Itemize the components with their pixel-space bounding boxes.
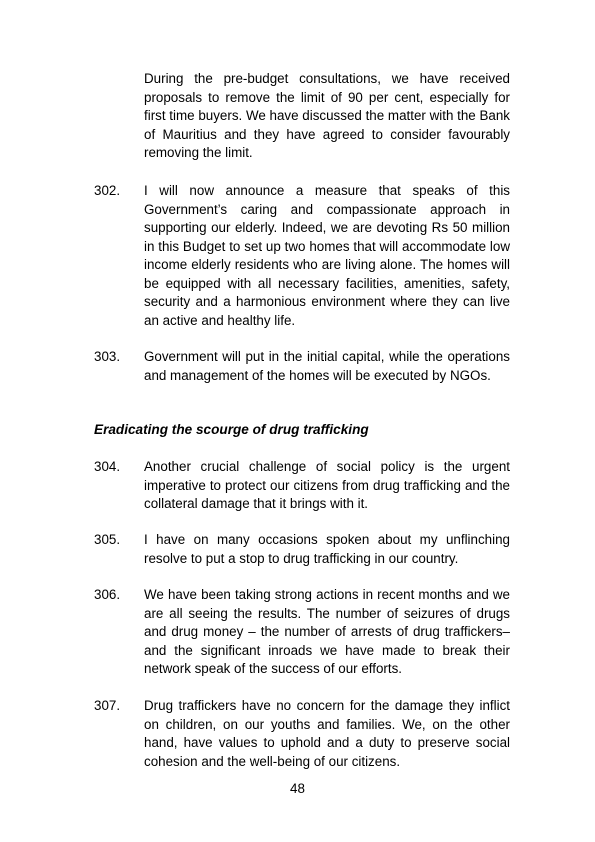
- paragraph-number: 302.: [94, 183, 121, 198]
- paragraph-text: Drug traffickers have no concern for the damage they inflict on children, on our youths and families. We, on the other hand, have values to uphold and a duty to preserve social cohesion and the well-being of our citizens.: [144, 698, 510, 769]
- paragraph-text: Government will put in the initial capital, while the operations and management of the homes will be executed by NGOs.: [144, 349, 510, 383]
- paragraph-text: We have been taking strong actions in recent months and we are all seeing the results. The number of seizures of drugs and drug money – the number of arrests of drug traffickers– and the significant inroads we have made to break their network speak of the success of our efforts.: [144, 587, 510, 676]
- intro-paragraph: [94, 70, 510, 163]
- paragraph-302: [94, 182, 510, 330]
- paragraph-307: [94, 697, 510, 771]
- paragraph-305: [94, 531, 510, 568]
- paragraph-303: [94, 348, 510, 385]
- section-heading: Eradicating the scourge of drug trafficking: [94, 422, 369, 437]
- paragraph-number: 303.: [94, 349, 121, 364]
- paragraph-text: During the pre-budget consultations, we have received proposals to remove the limit of 90 per cent, especially for first time buyers. We have discussed the matter with the Bank of Mauritius and they have agreed to consider favourably removing the limit.: [144, 71, 510, 160]
- paragraph-306: [94, 586, 510, 679]
- paragraph-number: 305.: [94, 532, 121, 547]
- paragraph-number: 306.: [94, 587, 121, 602]
- paragraph-text: Another crucial challenge of social policy is the urgent imperative to protect our citizens from drug trafficking and the collateral damage that it brings with it.: [144, 459, 510, 511]
- page-number: 48: [290, 781, 305, 796]
- paragraph-number: 307.: [94, 698, 121, 713]
- paragraph-text: I have on many occasions spoken about my unflinching resolve to put a stop to drug trafficking in our country.: [144, 532, 510, 566]
- paragraph-text: I will now announce a measure that speaks of this Government’s caring and compassionate approach in supporting our elderly. Indeed, we are devoting Rs 50 million in this Budget to set up two homes that will accommodate low income elderly residents who are living alone. The homes will be equipped with all necessary facilities, amenities, safety, security and a harmonious environment where they can live an active and healthy life.: [144, 183, 510, 328]
- paragraph-304: [94, 458, 510, 514]
- paragraph-number: 304.: [94, 459, 121, 474]
